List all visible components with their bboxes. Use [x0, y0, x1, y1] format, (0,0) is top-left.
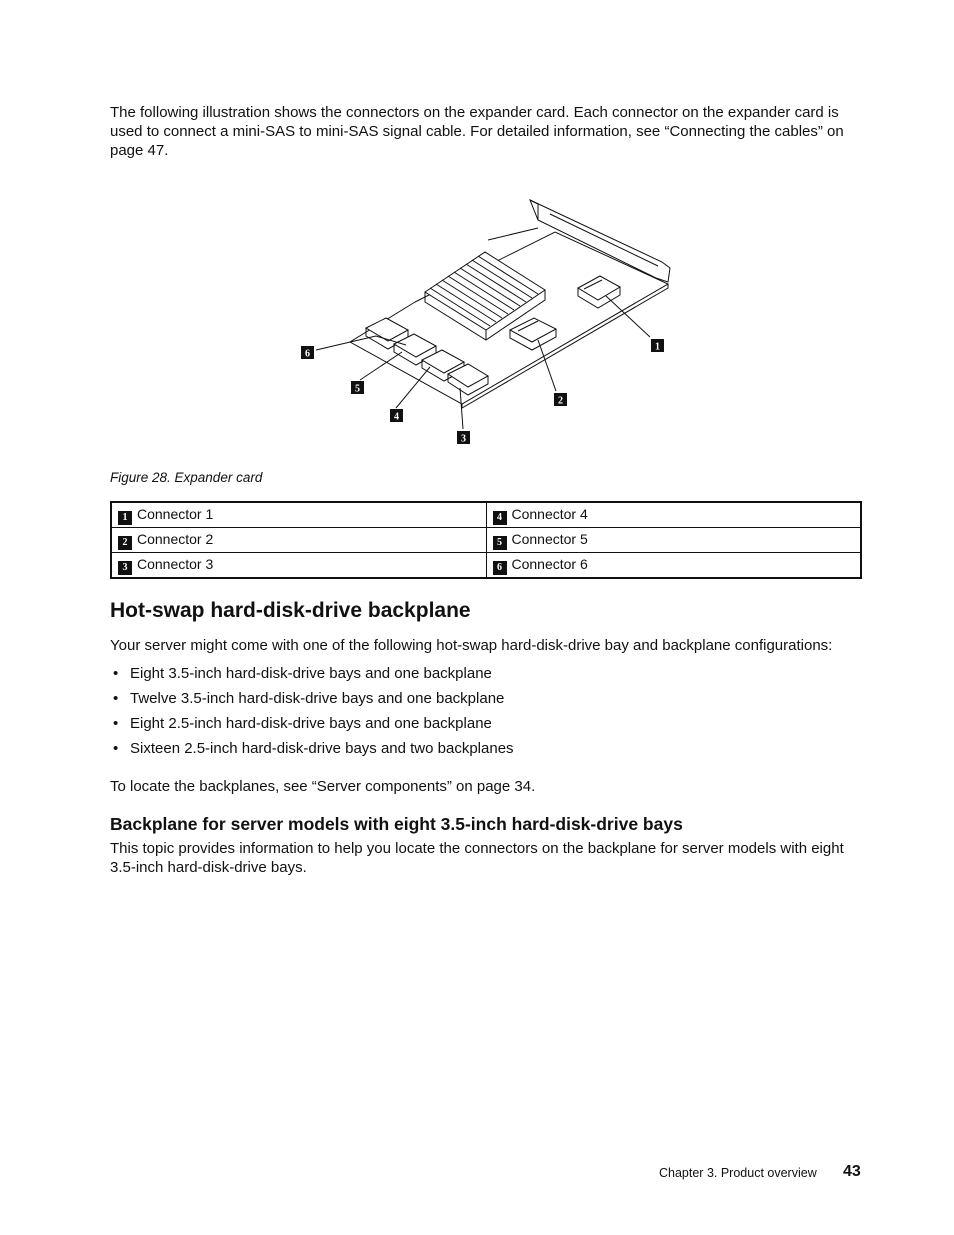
page-number: 43 — [843, 1163, 861, 1180]
configuration-list — [110, 664, 514, 764]
callout-badge: 5 — [493, 536, 507, 550]
figure-callout-1 — [651, 339, 664, 353]
table-row — [111, 553, 861, 579]
svg-text:1: 1 — [655, 341, 660, 353]
legend-label: Connector 1 — [137, 505, 214, 522]
callout-badge: 4 — [493, 511, 507, 525]
figure-callout-3 — [457, 431, 470, 445]
figure-callout-4 — [390, 409, 403, 423]
figure-caption: Figure 28. Expander card — [110, 470, 263, 485]
legend-cell — [111, 528, 486, 553]
expander-card-illustration — [290, 192, 690, 454]
legend-cell — [111, 553, 486, 579]
legend-label: Connector 6 — [511, 555, 588, 572]
subsection-text: This topic provides information to help you locate the connectors on the backplane for server models with eight 3.5-inch hard-disk-drive bays. — [110, 840, 844, 876]
callout-badge: 1 — [118, 511, 132, 525]
figure-callout-6 — [301, 346, 314, 360]
legend-label: Connector 2 — [137, 530, 214, 547]
legend-cell — [486, 528, 861, 553]
figure-callout-5 — [351, 381, 364, 395]
svg-text:2: 2 — [558, 395, 563, 407]
subsection-heading: Backplane for server models with eight 3.5-inch hard-disk-drive bays — [110, 814, 683, 834]
callout-badge: 2 — [118, 536, 132, 550]
pcb-board — [350, 232, 668, 404]
table-row — [111, 502, 861, 528]
list-item: • Sixteen 2.5-inch hard-disk-drive bays and two backplanes — [110, 739, 514, 764]
legend-label: Connector 5 — [511, 530, 588, 547]
list-item: • Twelve 3.5-inch hard-disk-drive bays and one backplane — [110, 689, 514, 714]
legend-cell — [486, 553, 861, 579]
section-heading: Hot-swap hard-disk-drive backplane — [110, 599, 471, 622]
section-intro: Your server might come with one of the following hot-swap hard-disk-drive bay and backplane configurations: — [110, 637, 833, 654]
legend-cell — [111, 502, 486, 528]
footer-chapter: Chapter 3. Product overview — [659, 1166, 817, 1180]
list-item: • Eight 3.5-inch hard-disk-drive bays and one backplane — [110, 664, 514, 689]
figure-callout-2 — [554, 393, 567, 407]
table-row — [111, 528, 861, 553]
intro-paragraph: The following illustration shows the connectors on the expander card. Each connector on the expander card is used to connect a mini-SAS to mini-SAS signal cable. For detailed information, see “Connecting the cables” on page 47. — [110, 104, 844, 159]
svg-text:3: 3 — [461, 433, 466, 445]
legend-label: Connector 3 — [137, 555, 214, 572]
svg-text:5: 5 — [355, 383, 360, 395]
connector-legend-table — [110, 501, 862, 579]
legend-label: Connector 4 — [511, 505, 588, 522]
locate-backplanes-text: To locate the backplanes, see “Server components” on page 34. — [110, 778, 536, 795]
list-item: • Eight 2.5-inch hard-disk-drive bays and one backplane — [110, 714, 514, 739]
svg-text:4: 4 — [394, 411, 399, 423]
svg-text:6: 6 — [305, 348, 310, 360]
callout-badge: 3 — [118, 561, 132, 575]
legend-cell — [486, 502, 861, 528]
callout-badge: 6 — [493, 561, 507, 575]
